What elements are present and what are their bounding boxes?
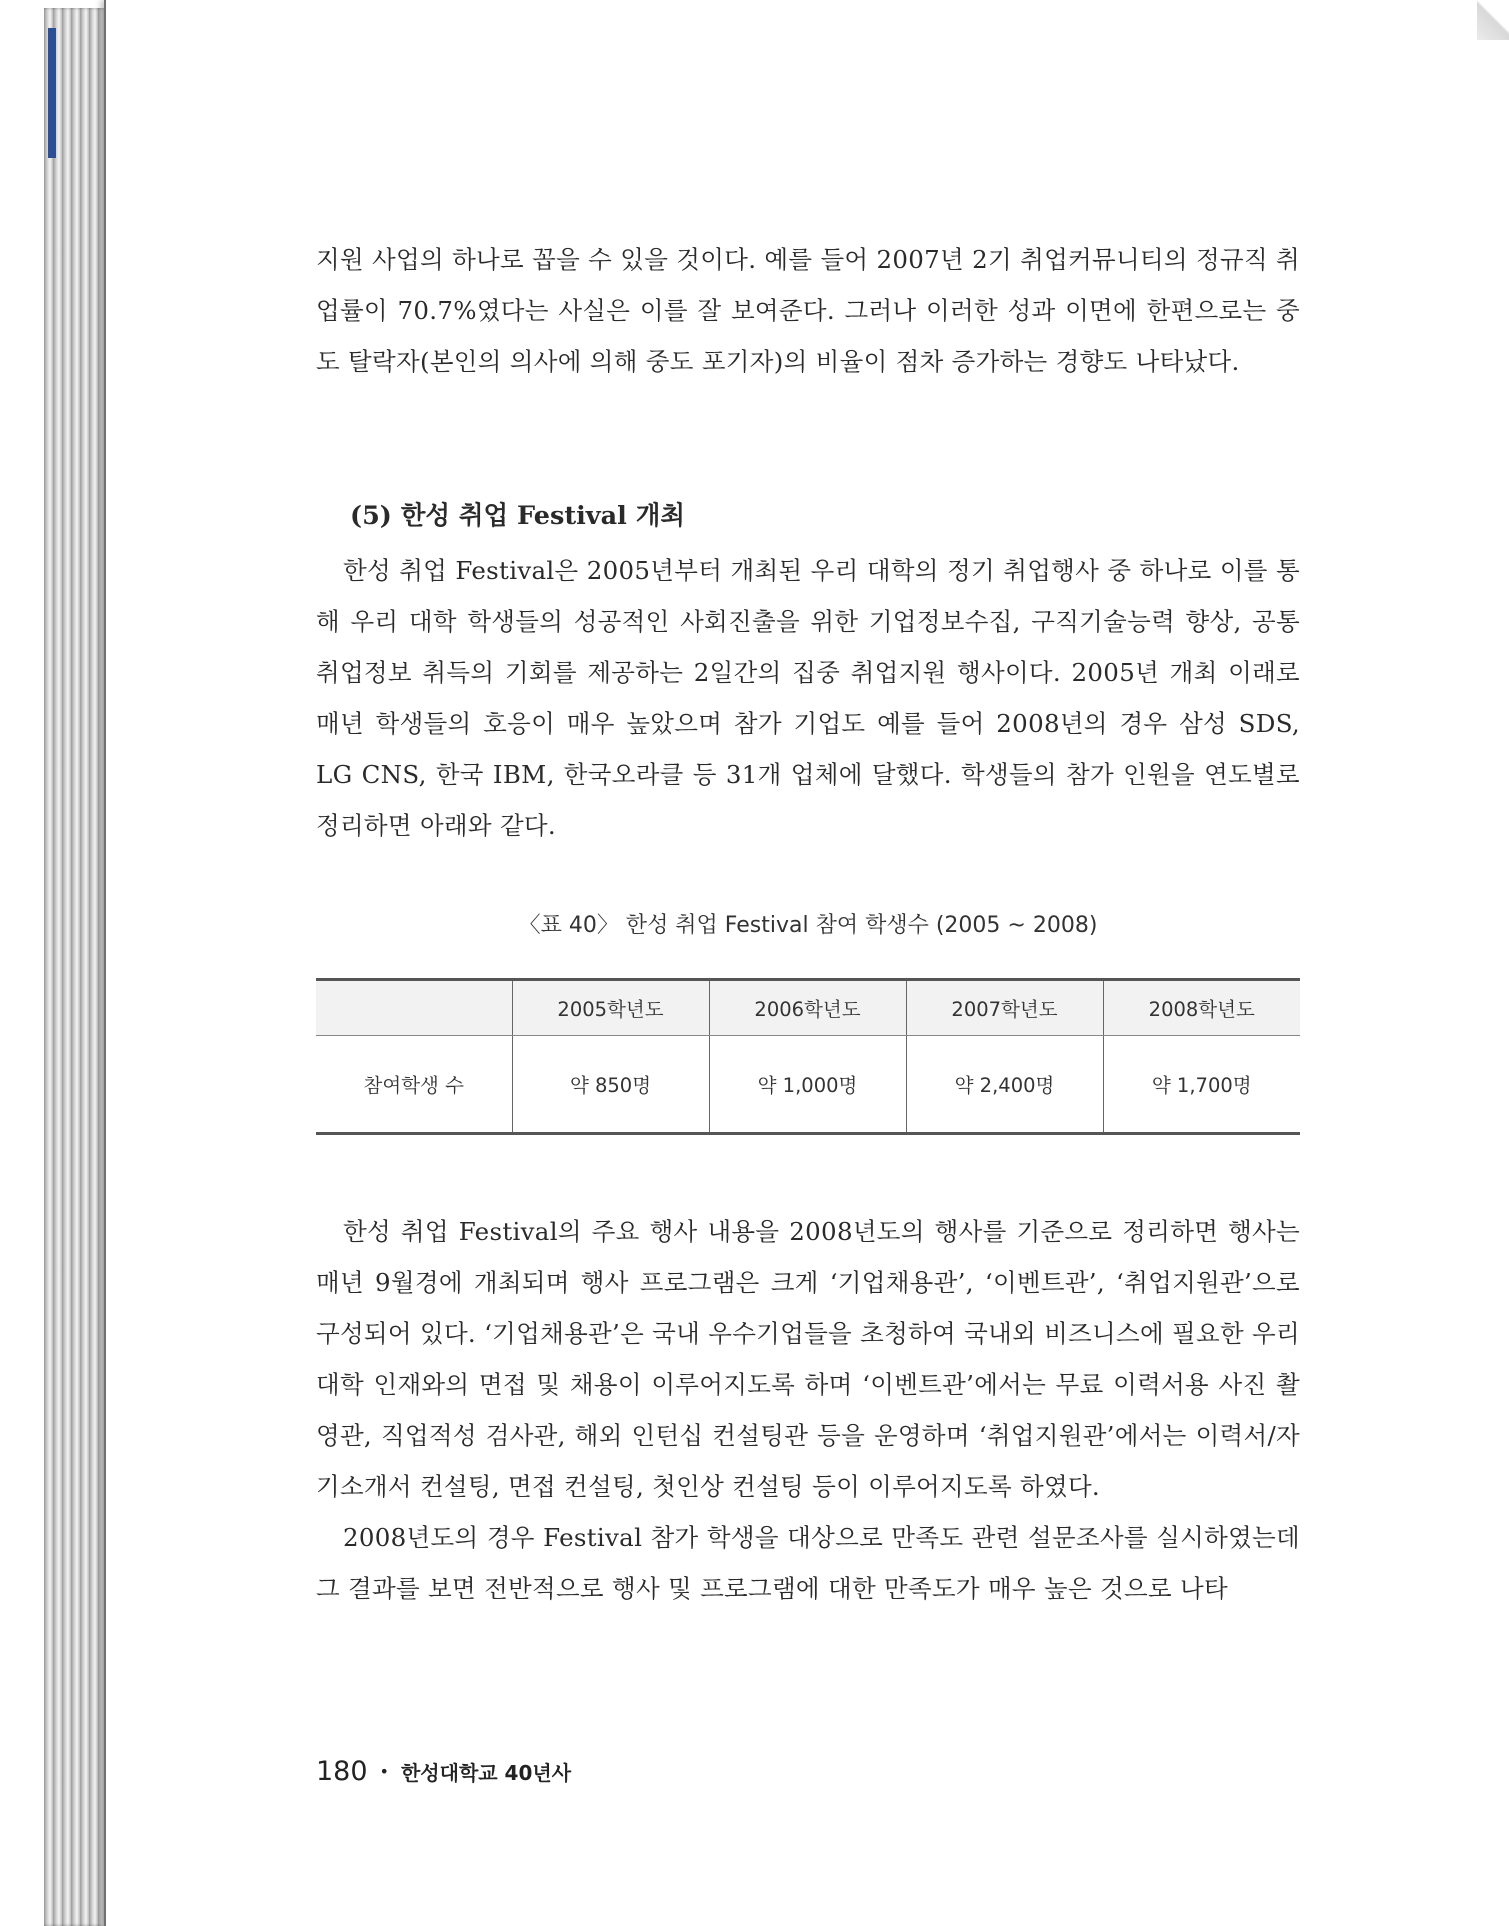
page-corner-curl	[1477, 0, 1509, 40]
page-number: 180	[316, 1756, 368, 1787]
book-title: 한성대학교 40년사	[400, 1761, 572, 1785]
table-cell: 약 850명	[512, 1036, 709, 1134]
paragraph-festival: 한성 취업 Festival은 2005년부터 개최된 우리 대학의 정기 취업행사 중 하나로 이를 통해 우리 대학 학생들의 성공적인 사회진출을 위한 기업정보수집, 구직기술능력 향상, 공통 취업정보 취득의 기회를 제공하는 2일간의 집중 취업지원 행사이다. 2005년 개최 이래로 매년 학생들의 호응이 매우 높았으며 참가 기업도 예를 들어 2008년의 경우 삼성 SDS, LG CNS, 한국 IBM, 한국오라클 등 31개 업체에 달했다. 학생들의 참가 인원을 연도별로 정리하면 아래와 같다.	[316, 556, 1300, 840]
footer-separator: •	[379, 1762, 389, 1781]
book-spine-accent	[48, 28, 56, 158]
table-caption: 〈표 40〉 한성 취업 Festival 참여 학생수 (2005 ~ 2008)	[518, 913, 1098, 938]
paragraph-intro: 지원 사업의 하나로 꼽을 수 있을 것이다. 예를 들어 2007년 2기 취업커뮤니티의 정규직 취업률이 70.7%였다는 사실은 이를 잘 보여준다. 그러나 이러한 성과 이면에 한편으로는 중도 탈락자(본인의 의사에 의해 중도 포기자)의 비율이 점차 증가하는 경향도 나타났다.	[316, 245, 1300, 376]
paragraph-program-block	[316, 1206, 1300, 1614]
paragraph-festival-block	[316, 545, 1300, 851]
table-column-header: 2008학년도	[1103, 980, 1300, 1036]
table-cell: 약 2,400명	[906, 1036, 1103, 1134]
participants-table	[316, 978, 1300, 1135]
table-column-header: 2006학년도	[709, 980, 906, 1036]
table-header-row	[316, 980, 1300, 1036]
table-cell: 약 1,700명	[1103, 1036, 1300, 1134]
table-column-header: 2005학년도	[512, 980, 709, 1036]
paragraph-survey: 2008년도의 경우 Festival 참가 학생을 대상으로 만족도 관련 설문조사를 실시하였는데 그 결과를 보면 전반적으로 행사 및 프로그램에 대한 만족도가 매우 높은 것으로 나타	[316, 1523, 1300, 1603]
table-corner-header	[316, 980, 512, 1036]
paragraph-program: 한성 취업 Festival의 주요 행사 내용을 2008년도의 행사를 기준으로 정리하면 행사는 매년 9월경에 개최되며 행사 프로그램은 크게 ‘기업채용관’, ‘이벤트관’, ‘취업지원관’으로 구성되어 있다. ‘기업채용관’은 국내 우수기업들을 초청하여 국내외 비즈니스에 필요한 우리 대학 인재와의 면접 및 채용이 이루어지도록 하며 ‘이벤트관’에서는 무료 이력서용 사진 촬영관, 직업적성 검사관, 해외 인턴십 컨설팅관 등을 운영하며 ‘취업지원관’에서는 이력서/자기소개서 컨설팅, 면접 컨설팅, 첫인상 컨설팅 등이 이루어지도록 하였다.	[316, 1217, 1300, 1501]
table-cell: 약 1,000명	[709, 1036, 906, 1134]
paragraph-intro-block	[316, 234, 1300, 387]
table-row	[316, 1036, 1300, 1134]
page-footer	[316, 1756, 571, 1787]
section-heading: (5) 한성 취업 Festival 개최	[350, 501, 685, 531]
book-page-stack	[44, 8, 106, 1926]
table-row-label: 참여학생 수	[363, 1074, 464, 1097]
table-column-header: 2007학년도	[906, 980, 1103, 1036]
